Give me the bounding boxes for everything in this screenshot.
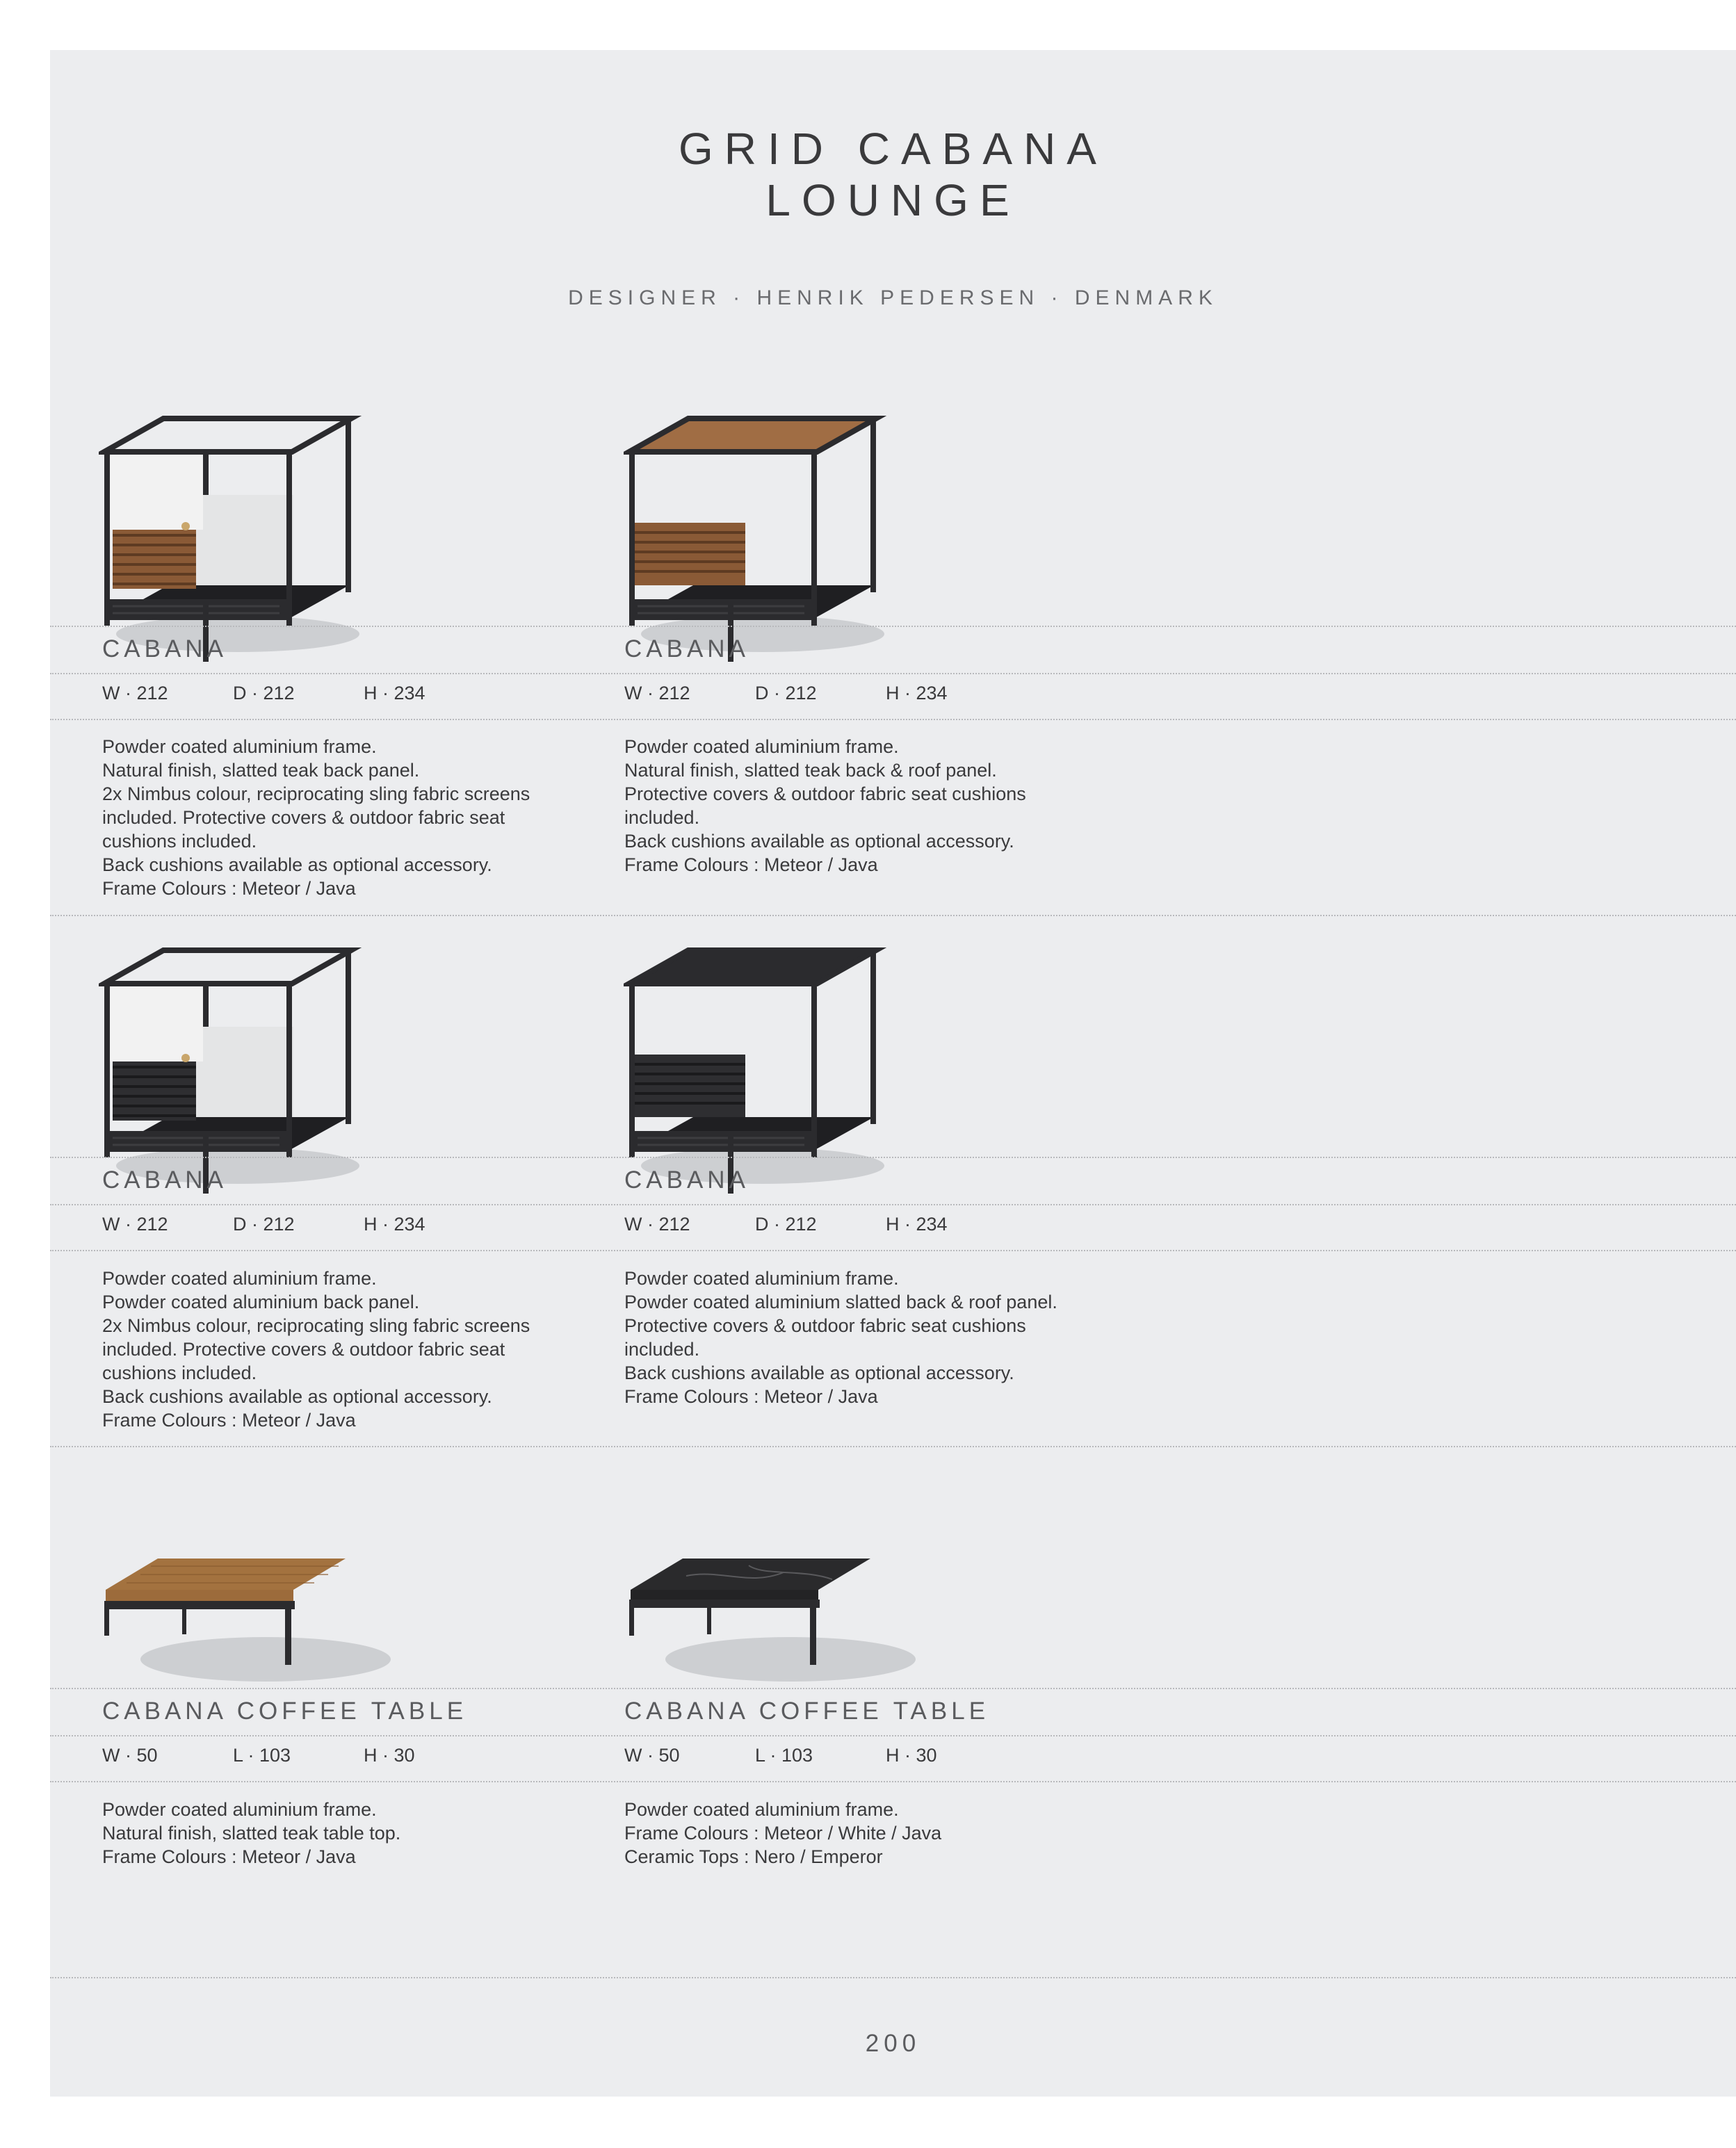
divider bbox=[50, 1446, 1736, 1447]
desc-line: Powder coated aluminium frame. bbox=[102, 1268, 377, 1289]
desc-line: Back cushions available as optional accessory. bbox=[102, 854, 492, 875]
product-description bbox=[624, 735, 1111, 877]
desc-line: Natural finish, slatted teak back panel. bbox=[102, 760, 420, 781]
product-description bbox=[102, 1267, 589, 1432]
product-name: CABANA bbox=[624, 635, 749, 662]
title-line-1: GRID CABANA bbox=[679, 124, 1108, 174]
product-name: CABANA bbox=[102, 1166, 227, 1194]
divider bbox=[50, 673, 1736, 674]
desc-line: Protective covers & outdoor fabric seat cushions bbox=[624, 783, 1026, 804]
desc-line: Powder coated aluminium frame. bbox=[624, 736, 899, 757]
divider bbox=[50, 1157, 1736, 1158]
dim-height: H · 234 bbox=[364, 683, 425, 703]
desc-line: Frame Colours : Meteor / White / Java bbox=[624, 1823, 942, 1844]
dim-depth: D · 212 bbox=[233, 683, 295, 703]
page-title bbox=[50, 124, 1736, 225]
desc-line: Back cushions available as optional accessory. bbox=[102, 1386, 492, 1407]
desc-line: 2x Nimbus colour, reciprocating sling fabric screens bbox=[102, 783, 530, 804]
desc-line: Powder coated aluminium frame. bbox=[624, 1799, 899, 1820]
desc-line: Protective covers & outdoor fabric seat cushions bbox=[624, 1315, 1026, 1336]
divider bbox=[50, 1204, 1736, 1205]
coffee-table-teak-image bbox=[99, 1520, 391, 1701]
cabana-aluminium-roof-image bbox=[624, 929, 902, 1201]
dim-width: W · 212 bbox=[102, 683, 168, 703]
dim-height: H · 234 bbox=[886, 683, 948, 703]
product-dimensions bbox=[102, 683, 494, 704]
product-description bbox=[102, 1798, 589, 1869]
product-name: CABANA bbox=[102, 635, 227, 662]
product-dimensions bbox=[624, 1745, 1016, 1766]
desc-line: Powder coated aluminium frame. bbox=[102, 736, 377, 757]
product-dimensions bbox=[102, 1745, 494, 1766]
dim-width: W · 50 bbox=[102, 1745, 158, 1766]
desc-line: Frame Colours : Meteor / Java bbox=[102, 878, 356, 899]
desc-line: Back cushions available as optional accessory. bbox=[624, 831, 1014, 852]
product-name: CABANA COFFEE TABLE bbox=[102, 1698, 468, 1725]
coffee-table-ceramic-image bbox=[624, 1520, 916, 1701]
product-dimensions bbox=[624, 1214, 1016, 1235]
product-description bbox=[624, 1798, 1111, 1869]
divider bbox=[50, 1250, 1736, 1251]
desc-line: Frame Colours : Meteor / Java bbox=[624, 1386, 878, 1407]
desc-line: Natural finish, slatted teak table top. bbox=[102, 1823, 401, 1844]
dim-length: L · 103 bbox=[755, 1745, 813, 1766]
divider bbox=[50, 1781, 1736, 1782]
dim-width: W · 50 bbox=[624, 1745, 680, 1766]
dim-width: W · 212 bbox=[624, 683, 690, 703]
dim-height: H · 30 bbox=[886, 1745, 937, 1766]
product-description bbox=[624, 1267, 1111, 1408]
dim-depth: D · 212 bbox=[755, 683, 817, 703]
divider bbox=[50, 719, 1736, 720]
desc-line: cushions included. bbox=[102, 831, 257, 852]
title-line-2: LOUNGE bbox=[765, 175, 1021, 225]
cabana-screens-aluminium-image bbox=[99, 929, 377, 1201]
product-dimensions bbox=[102, 1214, 494, 1235]
dim-width: W · 212 bbox=[102, 1214, 168, 1235]
desc-line: Natural finish, slatted teak back & roof panel. bbox=[624, 760, 997, 781]
divider bbox=[50, 1735, 1736, 1736]
cabana-teak-roof-image bbox=[624, 398, 902, 669]
desc-line: included. bbox=[624, 1339, 700, 1360]
desc-line: included. bbox=[624, 807, 700, 828]
divider bbox=[50, 915, 1736, 916]
dim-height: H · 234 bbox=[886, 1214, 948, 1235]
dim-width: W · 212 bbox=[624, 1214, 690, 1235]
product-name: CABANA COFFEE TABLE bbox=[624, 1698, 990, 1725]
desc-line: Back cushions available as optional accessory. bbox=[624, 1362, 1014, 1383]
dim-height: H · 234 bbox=[364, 1214, 425, 1235]
divider bbox=[50, 1688, 1736, 1689]
desc-line: included. Protective covers & outdoor fabric seat bbox=[102, 807, 505, 828]
dim-depth: D · 212 bbox=[233, 1214, 295, 1235]
desc-line: Powder coated aluminium frame. bbox=[624, 1268, 899, 1289]
product-description bbox=[102, 735, 589, 900]
desc-line: Powder coated aluminium slatted back & roof panel. bbox=[624, 1292, 1057, 1312]
desc-line: Frame Colours : Meteor / Java bbox=[102, 1410, 356, 1431]
desc-line: Powder coated aluminium frame. bbox=[102, 1799, 377, 1820]
product-dimensions bbox=[624, 683, 1016, 704]
catalog-page bbox=[50, 50, 1736, 2097]
desc-line: Ceramic Tops : Nero / Emperor bbox=[624, 1846, 883, 1867]
desc-line: 2x Nimbus colour, reciprocating sling fabric screens bbox=[102, 1315, 530, 1336]
desc-line: Powder coated aluminium back panel. bbox=[102, 1292, 420, 1312]
dim-height: H · 30 bbox=[364, 1745, 415, 1766]
page-number: 200 bbox=[865, 2030, 921, 2057]
product-name: CABANA bbox=[624, 1166, 749, 1194]
divider bbox=[50, 1977, 1736, 1978]
desc-line: Frame Colours : Meteor / Java bbox=[624, 854, 878, 875]
desc-line: cushions included. bbox=[102, 1362, 257, 1383]
desc-line: included. Protective covers & outdoor fabric seat bbox=[102, 1339, 505, 1360]
cabana-screens-teak-image bbox=[99, 398, 377, 669]
dim-depth: D · 212 bbox=[755, 1214, 817, 1235]
designer-subtitle: DESIGNER · HENRIK PEDERSEN · DENMARK bbox=[568, 286, 1218, 309]
dim-length: L · 103 bbox=[233, 1745, 291, 1766]
divider bbox=[50, 626, 1736, 627]
desc-line: Frame Colours : Meteor / Java bbox=[102, 1846, 356, 1867]
